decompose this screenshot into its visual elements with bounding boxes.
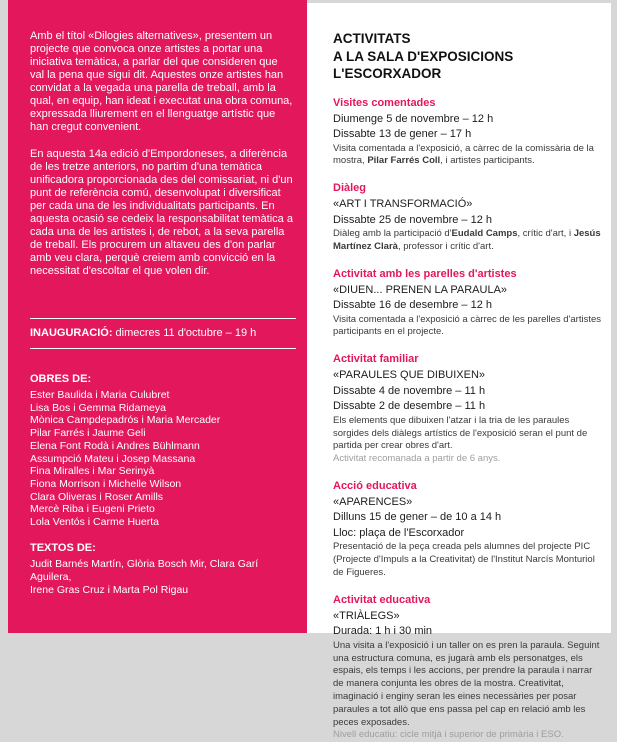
event-line: Dissabte 13 de gener – 17 h: [333, 127, 603, 143]
artist-pair: Ester Baulida i Maria Culubret: [30, 389, 295, 402]
page-title-line-2: A LA SALA D'EXPOSICIONS: [333, 48, 603, 66]
section-heading: Acció educativa: [333, 479, 603, 493]
flyer-sheet: [8, 3, 611, 633]
description-line: [333, 415, 601, 453]
note-line: Nivell educatiu: cicle mitjà i superior de primària i ESO.: [333, 729, 603, 742]
description-line: [333, 228, 601, 254]
intro-panel: [8, 0, 307, 633]
activity-section: [333, 352, 603, 466]
section-heading: Activitat educativa: [333, 593, 603, 607]
event-line: «ART I TRANSFORMACIÓ»: [333, 197, 603, 213]
description-text: , i artistes participants.: [440, 155, 535, 166]
section-heading: Activitat amb les parelles d'artistes: [333, 267, 603, 281]
artist-pair: Clara Oliveras i Roser Amills: [30, 491, 295, 504]
activity-section: [333, 479, 603, 580]
textos-lines: [30, 558, 295, 597]
description-text: Visita comentada a l'exposició, a càrrec de la comissària de la mostra,: [333, 143, 594, 167]
intro-paragraph-2: En aquesta 14a edició d'Empordoneses, a diferència de les tretze anteriors, no partim d'una temàtica unificadora proporcionada des del comissariat, ni d'un punt de referència comú, desenvolupat i diversificat per cada una de les individualitats participants. En aquesta ocasió se cedeix la responsabilitat temàtica a cada una de les artistes i, de rebot, a la seva parella de treball. Els procurem un altaveu des d'on parlar amb veu clara, perquè creiem amb convicció en la necessitat d'escoltar el que volen dir.: [30, 148, 294, 278]
description-text: Diàleg amb la participació d': [333, 228, 452, 239]
artist-pair: Assumpció Mateu i Josep Massana: [30, 453, 295, 466]
page-title-line-3: L'ESCORXADOR: [333, 65, 603, 83]
textos-line: Judit Barnés Martín, Glòria Bosch Mir, Clara Garí Aguilera,: [30, 558, 295, 584]
description-text: Els elements que dibuixen l'atzar i la tria de les paraules sorgides dels diàlegs artístics de l'exposició seran el punt de partida per crear obres d'art.: [333, 415, 587, 452]
sections: [333, 96, 603, 742]
note-line: Activitat recomanada a partir de 6 anys.: [333, 453, 603, 466]
event-line: Dilluns 15 de gener – de 10 a 14 h: [333, 510, 603, 526]
obres-title: OBRES DE:: [30, 373, 295, 385]
event-line: Dissabte 2 de desembre – 11 h: [333, 399, 603, 415]
artist-pair: Elena Font Rodà i Andres Bühlmann: [30, 440, 295, 453]
artist-pair: Mercè Riba i Eugeni Prieto: [30, 503, 295, 516]
inauguration-date: dimecres 11 d'octubre – 19 h: [113, 327, 257, 339]
description-line: [333, 541, 601, 579]
event-line: Dissabte 16 de desembre – 12 h: [333, 298, 603, 314]
intro-text: [30, 30, 295, 278]
textos-line: Irene Gras Cruz i Marta Pol Rigau: [30, 584, 295, 597]
activity-section: [333, 181, 603, 254]
page-title: [333, 30, 603, 83]
person-name: Eudald Camps: [452, 228, 518, 239]
activities-panel: [333, 30, 603, 742]
artist-pair: Lola Ventós i Carme Huerta: [30, 516, 295, 529]
obres-list: [30, 389, 295, 529]
obres-block: [30, 373, 295, 529]
artist-pair: Lisa Bos i Gemma Ridameya: [30, 402, 295, 415]
description-text: Una visita a l'exposició i un taller on es pren la paraula. Seguint una estructura comuna, es jugarà amb els personatges, els espais, els temps i les accions, per prendre la paraula i narrar de manera conjunta les obres de la mostra. Creativitat, imaginació i enginy seran les eines necessàries per posar paraules a tot allò que ens passa pel cap en relació amb les peces exposades.: [333, 640, 599, 728]
event-line: Lloc: plaça de l'Escorxador: [333, 526, 603, 542]
section-heading: Diàleg: [333, 181, 603, 195]
activity-section: [333, 96, 603, 169]
event-line: Diumenge 5 de novembre – 12 h: [333, 112, 603, 128]
intro-paragraph-1: Amb el títol «Dilogies alternatives», presentem un projecte que convoca onze artistes a portar una iniciativa temàtica, a parlar del que consideren que val la pena que sigui dit. Aquestes onze artistes han convidat a la vegada una parella de treball, amb la qual, en equip, han ideat i executat una obra comuna, expressada lliurement en el llenguatge artístic que han cregut convenient.: [30, 30, 294, 134]
section-heading: Activitat familiar: [333, 352, 603, 366]
event-line: Dissabte 4 de novembre – 11 h: [333, 384, 603, 400]
artist-pair: Fina Miralles i Mar Serinyà: [30, 465, 295, 478]
event-line: «PARAULES QUE DIBUIXEN»: [333, 368, 603, 384]
artist-pair: Fiona Morrison i Michelle Wilson: [30, 478, 295, 491]
event-line: Durada: 1 h i 30 min: [333, 624, 603, 640]
page-title-line-1: ACTIVITATS: [333, 30, 603, 48]
textos-title: TEXTOS DE:: [30, 542, 295, 554]
artist-pair: Mònica Campdepadrós i Maria Mercader: [30, 414, 295, 427]
person-name: Pilar Farrés Coll: [367, 155, 440, 166]
inauguration-label: INAUGURACIÓ:: [30, 327, 113, 339]
description-text: Presentació de la peça creada pels alumnes del projecte PIC (Projecte d'Impuls a la Creativitat) de l'Institut Narcís Monturiol de Figueres.: [333, 541, 595, 578]
artist-pair: Pilar Farrés i Jaume Geli: [30, 427, 295, 440]
event-line: «DIUEN... PRENEN LA PARAULA»: [333, 283, 603, 299]
textos-block: [30, 542, 295, 597]
inauguration-row: [30, 318, 296, 349]
event-line: «TRIÀLEGS»: [333, 609, 603, 625]
event-line: Dissabte 25 de novembre – 12 h: [333, 213, 603, 229]
description-line: [333, 314, 601, 340]
description-text: Visita comentada a l'exposició a càrrec de les parelles d'artistes participants en el projecte.: [333, 314, 601, 338]
description-text: , crític d'art, i: [518, 228, 574, 239]
section-heading: Visites comentades: [333, 96, 603, 110]
event-line: «APARENCES»: [333, 495, 603, 511]
description-line: [333, 640, 601, 730]
activity-section: [333, 593, 603, 742]
description-line: [333, 143, 601, 169]
description-text: , professor i crític d'art.: [398, 241, 494, 252]
activity-section: [333, 267, 603, 340]
person-name: Jesús Martínez Clarà: [333, 228, 601, 252]
